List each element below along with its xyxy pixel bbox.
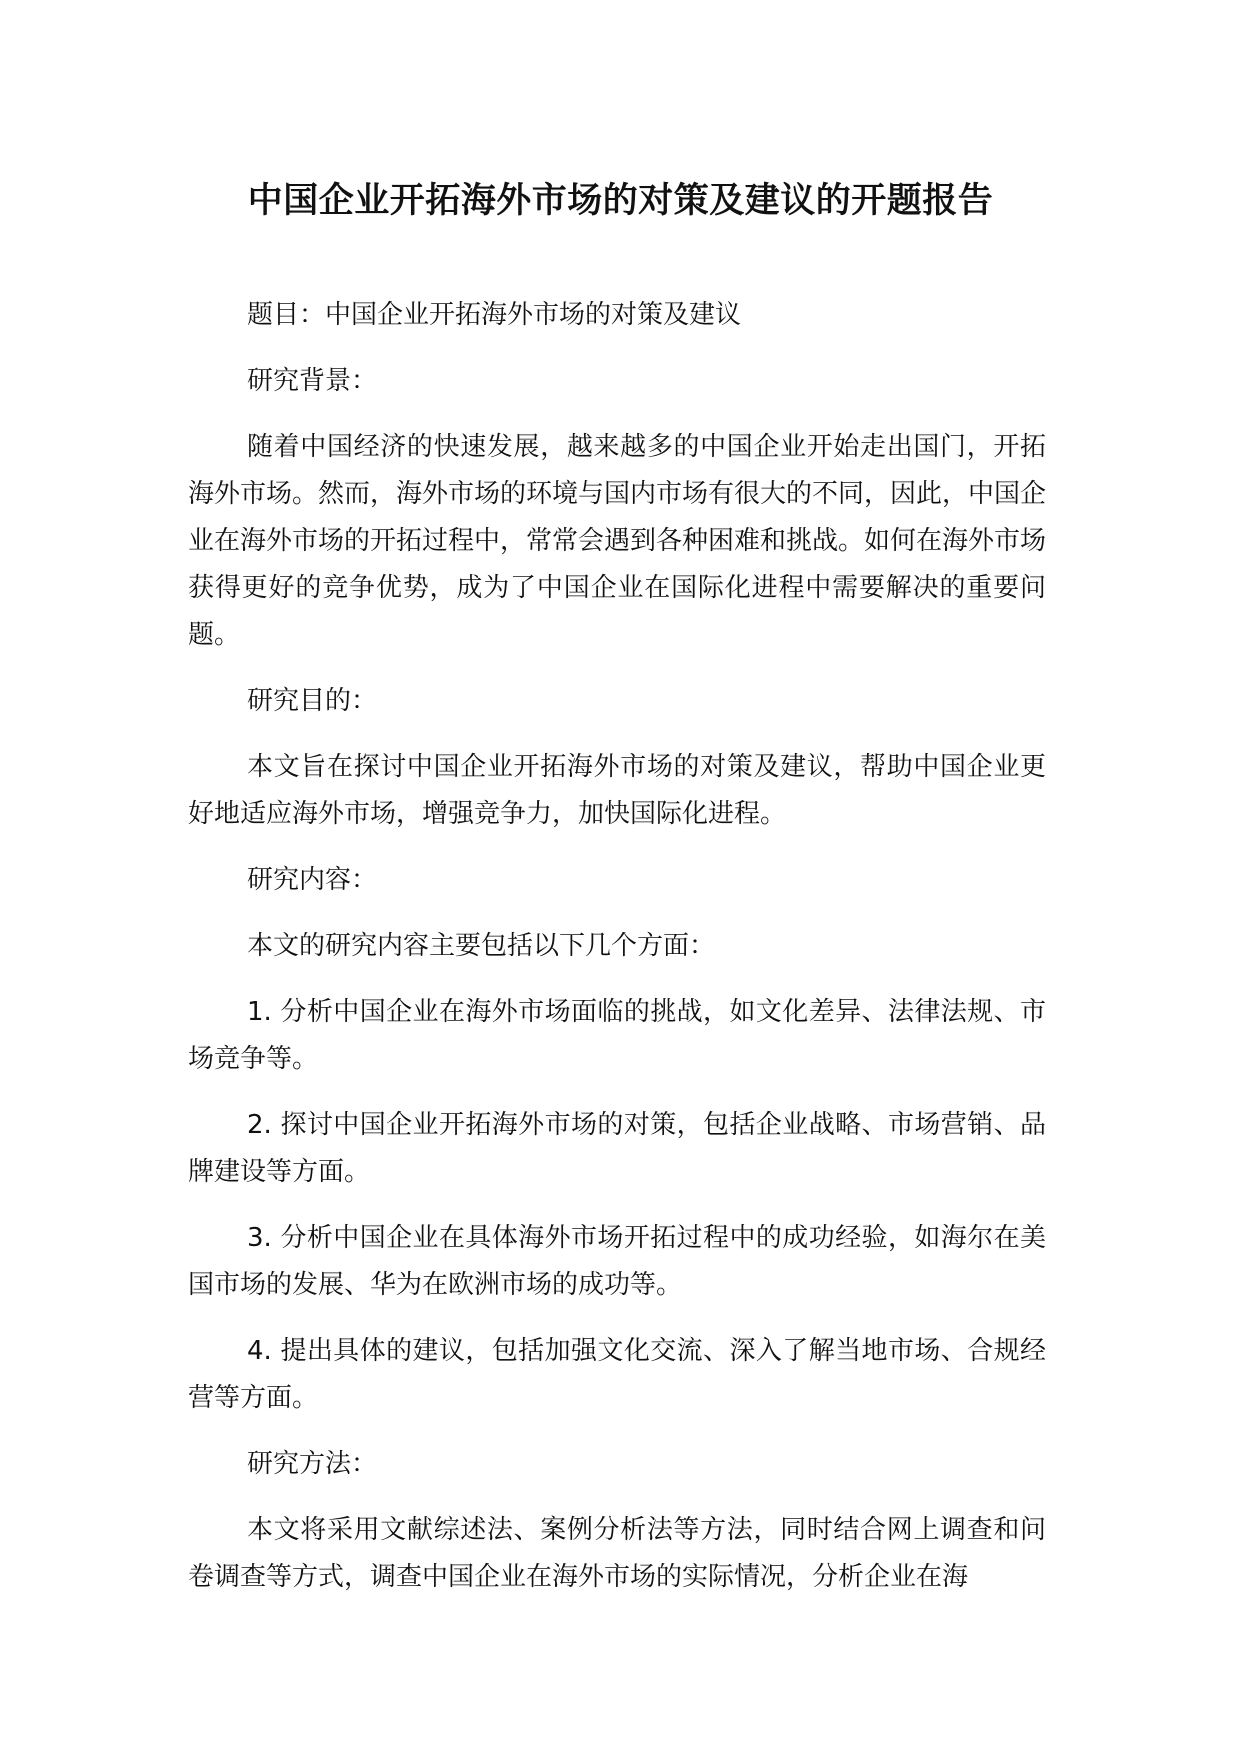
content-item-3: 3. 分析中国企业在具体海外市场开拓过程中的成功经验，如海尔在美国市场的发展、华为在欧洲市场的成功等。: [188, 1223, 1046, 1300]
background-heading: 研究背景：: [247, 366, 378, 396]
content-item-2: 2. 探讨中国企业开拓海外市场的对策，包括企业战略、市场营销、品牌建设等方面。: [188, 1110, 1046, 1187]
document-title: 中国企业开拓海外市场的对策及建议的开题报告: [247, 181, 994, 221]
content-item-4: 4. 提出具体的建议，包括加强文化交流、深入了解当地市场、合规经营等方面。: [188, 1336, 1046, 1413]
background-paragraph: 随着中国经济的快速发展，越来越多的中国企业开始走出国门，开拓海外市场。然而，海外市场的环境与国内市场有很大的不同，因此，中国企业在海外市场的开拓过程中，常常会遇到各种困难和挑战。如何在海外市场获得更好的竞争优势，成为了中国企业在国际化进程中需要解决的重要问题。: [188, 432, 1047, 650]
content-heading: 研究内容：: [247, 865, 378, 895]
purpose-heading: 研究目的：: [247, 686, 378, 716]
document-body: [188, 292, 1046, 1620]
topic-paragraph: 题目：中国企业开拓海外市场的对策及建议: [247, 300, 742, 330]
method-paragraph: 本文将采用文献综述法、案例分析法等方法，同时结合网上调查和问卷调查等方式，调查中国企业在海外市场的实际情况，分析企业在海: [188, 1515, 1046, 1592]
content-intro-paragraph: 本文的研究内容主要包括以下几个方面：: [247, 931, 716, 961]
purpose-paragraph: 本文旨在探讨中国企业开拓海外市场的对策及建议，帮助中国企业更好地适应海外市场，增强竞争力，加快国际化进程。: [188, 752, 1046, 829]
content-item-1: 1. 分析中国企业在海外市场面临的挑战，如文化差异、法律法规、市场竞争等。: [188, 997, 1046, 1074]
method-heading: 研究方法：: [247, 1449, 378, 1479]
